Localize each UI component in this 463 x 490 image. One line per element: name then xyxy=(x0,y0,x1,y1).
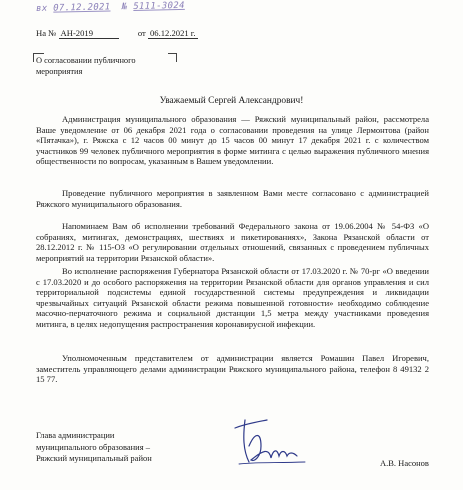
reg-number: АН-2019 xyxy=(59,28,119,39)
reg-no-label: На № xyxy=(36,28,57,38)
signatory-position-line-3: Ряжский муниципальный район xyxy=(36,453,152,463)
paragraph-5-text: Уполномоченным представителем от администрации является Ромашин Павел Игоревич, заместитель управляющего делами администрации Ряжского муниципального района, телефон 8 49132 2 15 77. xyxy=(36,353,429,385)
handwritten-signature xyxy=(205,406,315,476)
registration-line xyxy=(36,28,198,39)
paragraph-2-text: Проведение публичного мероприятия в заявленном Вами месте согласовано с администрацией Ряжского муниципального образования. xyxy=(36,188,429,209)
stamp-number: 5111-3024 xyxy=(133,0,185,12)
paragraph-5 xyxy=(36,353,429,385)
stamp-prefix: вх xyxy=(36,3,48,14)
stamp-no-prefix: № xyxy=(121,2,128,13)
stamp-date: 07.12.2021 xyxy=(53,2,111,14)
paragraph-3 xyxy=(36,221,429,263)
letter-subject: О согласовании публичного мероприятия xyxy=(36,56,136,76)
signatory-position-line-2: муниципального образования – xyxy=(36,441,150,452)
paragraph-1-text: Администрация муниципального образования — Ряжский муниципальный район, рассмотрела Ваше уведомление от 06 декабря 2021 года о согласовании проведения на улице Лермонтова (район «Пятачка»), г. Ряжска с 12 часов 00 минут до 15 часов 00 минут 17 декабря 2021 г. с количеством участников 99 человек публичного мероприятия в форме митинга с целью выражения публичного мнения общественности по вопросам, указанным в Вашем уведомлении. xyxy=(36,114,429,167)
signatory-name: А.В. Насонов xyxy=(380,458,429,468)
reg-from-label: от xyxy=(137,28,146,38)
incoming-registration-stamp xyxy=(36,1,185,14)
reg-date: 06.12.2021 г. xyxy=(149,28,196,38)
signatory-position-line-1: Глава администрации xyxy=(36,430,115,440)
paragraph-1 xyxy=(36,114,429,167)
paragraph-4 xyxy=(36,266,429,330)
paragraph-2 xyxy=(36,188,429,209)
greeting: Уважаемый Сергей Александрович! xyxy=(159,96,304,106)
paragraph-4-text: Во исполнение распоряжения Губернатора Рязанской области от 17.03.2020 г. № 70-рг «О введении с 17.03.2020 и до особого распоряжения на территории Рязанской области для органов управления и сил территориальной подсистемы единой государственной системы предупреждения и ликвидации чрезвычайных ситуаций Рязанской области режима повышенной готовности» необходимо соблюдение масочно-перчаточного режима и социальной дистанции 1,5 метра между участниками проведения митинга, в целях недопущения распространения коронавирусной инфекции. xyxy=(36,266,429,329)
paragraph-3-text: Напоминаем Вам об исполнении требований Федерального закона от 19.06.2004 № 54-ФЗ «О собраниях, митингах, демонстрациях, шествиях и пикетированиях», Закона Рязанской области от 28.12.2012 г. № 115-ОЗ «О регулировании отдельных отношений, связанных с проведением публичных мероприятий на территории Рязанской области». xyxy=(36,221,429,263)
